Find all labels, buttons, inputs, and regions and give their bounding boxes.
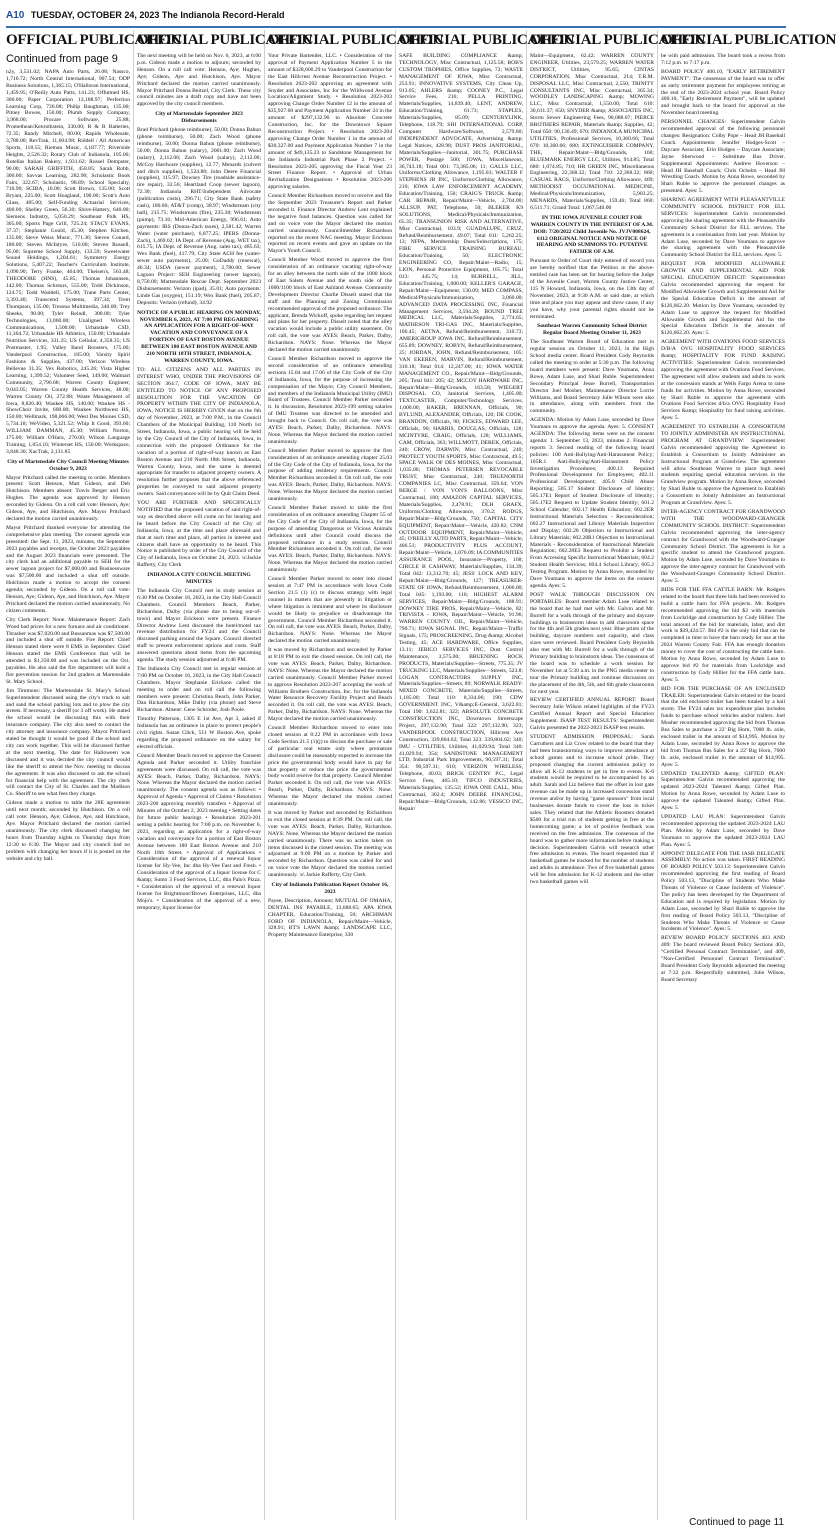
paragraph: SHARING AGREEMENT WITH PLEASANTVILLE COMMUNITY SCHOOL DISTRICT FOR ELL SERVICES: Superintendent Galvin recommended approving the sharing agreement with the Pleasantville Community School District for ELL services. The agreement is a continuation from last year. Motion by Adam Luse, seconded by Dave Youmans to approve the sharing agreement with the Pleasantville Community School District for ELL services. Ayes: 5. [661,197,785,259]
paragraph: The Indianola City Council met in study session at 6:30 PM on October 16, 2023, in the City Hall Council Chambers. Council Members Beach, Parker, Richardson, Dalby (via phone due to being out-of-town) and Mayor Erickson were present. Finance Director Andrew Lent discussed the hotel/motel tax revenue distribution for FY24 and the Council discussed parking around the Square. Council directed staff to present enforcement options and costs. Staff answered questions about items from the upcoming agenda. The study session adjourned at 6:46 PM. [137,587,261,664]
column-body [268,53,392,939]
column-3 [268,30,443,1520]
paragraph: INTER-AGENCY CONTRACT FOR GRANDWOOD WITH THE WOODWARD-GRANGER COMMUNITY SCHOOL DISTRICT: Superintendent Galvin recommended approving the inter-agency contract for Grandwood with the Woodward-Granger Community School District. The agreement is for a specific student to attend the Grandwood program. Motion by Adam Luse, seconded by Dave Youmans to approve the inter-agency contract for Grandwood with the Woodward-Granger Community School District. Ayes: 5. [661,509,785,585]
paragraph: Maint—Equipment, 62.42; WARREN COUNTY ENGINEER, Utilities, 23,579.25; WARREN WATER DISTRICT, Utilities, 95.65; CINTAS CORPORATION, Misc Contractual, 214; T.R.M. DISPOSAL LLC, Misc Contractual, 2,550; TRINITY CONSULTANTS INC, Misc Contractual, 365.34; WOODLEY LANDSCAPING &amp; MOWING LLC, Misc Contractual, 1,550.00; Total 610: 30,611.37; 650; SNYDER &amp; ASSOCIATES INC, Storm Sewer Engineering Fees, 90,088.07; PIERCE BROTHERS REPAIR, Materials &amp; Supplies, 42; Total 650: 90,130.49; 670; INDIANOLA MUNICIPAL UTILITIES, Professional Services, 10,360.66; Total 670: 10,360.66; 680; EXTINGUISHER COMPANY, THE, Repair/Maint—Bldg/Grounds, 160; BLUEMARK ENERGY LLC, Utilities, 914.85; Total 680: 1,074.85; 710; HR GREEN INC, Miscellaneous Engineering, 22,368.32; Total 710: 22,368.32; 860; CASUAL RAGS, Uniforms/Clothing Allowance, 469; METHODIST OCCUPATIONAL MEDICINE, Medical/Physicals/Immunization, 5,903.25; MENARDS, Materials/Supplies, 159.46; Total 860: 6,511.71; Grand Total: 1,067,540.00 [530,53,654,211]
paragraph: Council Member Richardson moved to approve the second consideration of an ordinance amending sections 15.04 and 17.06 of the City Code of the City of Indianola, Iowa, for the purpose of increasing the compensation of the Mayor, City Council Members, and members of the Indianola Municipal Utility (IMU) Board of Trustees. Council Member Parker seconded it. In discussion, Resolution 2023-199 setting salaries of IMU Trustees was directed to be amended and brought back to Council. On roll call, the vote was AYES: Beach, Parker, Dalby, Richardson. NAYS: None. Whereas the Mayor declared the motion carried unanimously. [268,355,392,445]
column-body [399,53,523,813]
section-heading: INDIANOLA CITY COUNCIL MEETING MINUTES [147,572,251,586]
paragraph: be with paid admission. The board took a recess from 7:12 p.m. to 7:17 p.m. [661,53,785,66]
paragraph: Council Member Beach moved to approve the Consent Agenda and Parker seconded it. Utility franchise agreements were discussed. On roll call, the vote was AYES: Beach, Parker, Dalby, Richardson. NAYS: None. Whereas the Mayor declared the motion carried unanimously. The consent agenda was as follows: • Approval of Agenda • Approval of Claims • Resolution 2023-200 approving monthly transfers • Approval of Minutes of the October 2, 2023 meeting • Setting dates for future public hearings • Resolution 2023-201 setting a public hearing for 7:00 p.m. on November 6, 2023, regarding an application for a right-of-way vacation and conveyance for a portion of East Boston Avenue between 180 East Boston Avenue and 210 North 18th Street. • Approval of Applications • Consideration of the approval of a renewal liquor license for Hy-Vee, Inc dba Hy-Vee Fast and Fresh. • Consideration of the approval of a liquor license for C &amp; Sumo 3 Food Services, LLC, dba Palo's Pizza. • Consideration of the approval of a renewal liquor license for Brightmoor/Brown Enterprises, LLC, dba Mojo's. • Consideration of the approval of a new, temporary, liquor license for [137,752,261,911]
column-heading: OFFICIAL PUBLICATION [530,32,705,48]
paragraph: It was moved by Parker and seconded by Richardson to exit the closed session at 8:39 PM. On roll call, the vote was AYES: Beach, Parker, Dalby, Richardson. NAYS: None. Whereas the Mayor declared the motion carried unanimously. There was no action taken on items discussed in the closed session. The meeting was adjourned at 9:00 PM on a motion by Parker and seconded by Richardson. Question was called for and on voice vote the Mayor declared the motion carried unanimously. \s\ Jackie Rafferty, City Clerk [268,809,392,879]
paragraph: TO: ALL CITIZENS AND ALL PARTIES IN INTEREST WHO, UNDER THE PROVISIONS OF SECTION 364.7, CODE OF IOWA, MAY BE ENTITLED TO NOTICE OF ANY PROPOSED RESOLUTION FOR THE VACATION OF PROPERTY WITHIN THE CITY OF INDIANOLA, IOWA, NOTICE IS HEREBY GIVEN that on the 6th day of November, 2023, at 7:00 P.M., in the Council Chambers of the Municipal Building, 110 North 1st Street, Indianola, Iowa, a public hearing will be held by the City Council of the City of Indianola, Iowa, in connection with the proposed Ordinance for the vacation of a portion of right-of-way known as East Boston Avenue and 210 North 18th Street, Indianola, Warren County, Iowa, and the same is deemed appropriate for transfer to adjacent property owners. A resolution further proposes that the above referenced properties be conveyed to said adjacent property owners. Said conveyances will be by Quit Claim Deed. [137,366,261,498]
column-heading: OFFICIAL PUBLICATION [661,32,836,48]
column-1 [6,30,181,1520]
paragraph: REVIEW BOARD POLICY SECTIONS 403 AND 409: The board reviewed Board Policy Sections 403, "Certified Personal Contract Termination", and 409, "Non-Certified Personnel Contract Termination". Board President Cody Reynolds adjourned the meeting at 7:32 p.m. Respectfully submitted, Julie Wilson, Board Secretary [661,935,785,983]
paragraph: It was moved by Richardson and seconded by Parker at 8:18 PM to exit the closed session. On roll call, the vote was AYES: Beach, Parker, Dalby, Richardson. NAYS: None. Whereas the Mayor declared the motion carried unanimously. Council Member Parker moved to approve Resolution 2023-207 accepting the work of Williams Brothers Construction, Inc. for the Indianola Water Resource Recovery Facility Project and Beach seconded it. On roll call, the vote was AYES: Beach, Parker, Dalby, Richardson. NAYS: None. Whereas the Mayor declared the motion carried unanimously. [268,647,392,723]
columns [6,30,836,1520]
continued-from-label: Continued from page 9 [6,53,118,65]
section-heading: City of Martensdale September 2023 Disbursements [155,111,243,125]
paragraph: Jim Timmons: The Martensdale St. Mary's School Superintendent discussed using the city's truck to salt and sand the school parking lots and to plow the city streets. If necessary, a sheriff (or 3 off work). He stated the school would be discussing this with their insurance company. The city also need to contact the city attorney and insurance company. Mayor Pritchard stated he thought it would be good if the school and city can work together. This will be discussed further at the next meeting. The date for Halloween was discussed and it was decided the city council would like the sheriff to attend the Nov. meeting to discuss the agreement. It was also discussed to ask the school for financial help with the agreement. The city clerk will contact the City of St. Charles and the Madison Co. Sheriff to see what fees they charge. [6,687,130,798]
paragraph: STUDENT ADMISSION PROPOSAL: Sarah Carruthers and Liz Crow related to the board that they had been brainstorming ways to improve attendance at school games and to increase school pride. They proposed changing the current admission policy to allow all K-12 students to get in free to events. K-6 students would be required to be accompanied by an adult. Sarah and Liz believe that the offset in lost gate revenue can be made up in increased concession stand revenue and/or by having "game sponsors" from local businesses donate funds to cover the loss in ticket sales. They related that the Athletic Boosters donated $500 for a trial run of students getting in free at the homecoming game; a lot of positive feedback was received on the free admission. The consensus of the board was to gather more information before making a decision. Superintendent Galvin will research other free admission to events. The board requested that if basketball games be tracked for the number of students and adults in attendance. Two of five basketball games will be free admission for K-12 students and the other two basketball games will [530,734,654,886]
paragraph: City Clerk Report: None. Maintenance Report: Zach Wood had prices for a new furnace and air conditioner. Thrasher was $7,020.00 and Bussanmas was $7,500.00 and included a shut off outside. Fire Report: Chief Henson stated there were 8 EMS in September. Chief Henson stated the EMS Conference that will be attended is $1,350.00 and was included on the Oct. payables. He also said the fire department will hold a fire prevention session for 2nd graders at Martensdale St. Mary School. [6,616,130,685]
paragraph: The Southeast Warren Board of Education met in regular session on October 11, 2023, in the High School media center. Board President Cody Reynolds called the meeting to order at 5:30 p.m. The following board members were present: Dave Youmans, Anna Rowe, Adam Luse, and Shari Ruble. Superintendent Secondary Principal Jesse Burrell, Transportation Director Joel Mosher, Maintenance Director Lorrie Williams, and Board Secretary Julie Wilson were also in attendance, along with members from the community. [530,339,654,415]
section-heading: NOTICE OF A PUBLIC HEARING ON MONDAY, NOVEMBER 6, 2023, AT 7:00 PM REGARDING AN APPLICATION FOR A RIGHT-OF-WAY VACATION AND CONVEYANCE OF A PORTION OF EAST BOSTON AVENUE BETWEEN 180 EAST BOSTON AVENUE AND 210 NORTH 18TH STREET, INDIANOLA, WARREN COUNTY, IOWA. [137,309,261,364]
column-body [530,53,654,886]
paragraph: POST WALK THROUGH DISCUSSION ON PORTABLES: Board member Adam Luse related to the board that he had met with Mr. Galvin and Mr. Burrell for a walk through of the primary and daycare buildings to brainstorm ideas to add classroom space for the 4th and 5th grades next year. Blue prints of the building, daycare numbers and capacity, and class sizes were reviewed. Board President Cody Reynolds also met with Mr. Burrell for a walk through of the Primary building to brainstorm ideas. The consensus of the board was to schedule a work session for November 1st at 5:30 a.m. in the PNG media center to tour the Primary building and continue discussion on the placement of the 4th, 5th, and 6th grade classrooms for next year. [530,591,654,695]
paragraph: Council Member Parker moved to table the first consideration of an ordinance amending Chapter 55 of the City Code of the City of Indianola, Iowa, for the purpose of amending Dangerous or Vicious Animals definitions until after Council could discuss the proposed ordinance in a study session. Council Member Richardson seconded it. On roll call, the vote was AYES: Beach, Parker, Dalby, Richardson. NAYS: None. Whereas the Mayor declared the motion carried unanimously. [268,505,392,574]
paragraph: Gideon made a motion to table the 28E agreement until next month; seconded by Hutchison. On a roll call vote: Henson, Aye; Gideon, Aye, and Hutchison, Aye. Mayor Pritchard declared the motion carried unanimously. The city clerk discussed changing her hours from Thursday nights to Thursday days from 12:30 to 6:30. The Mayor and city council had no problem with changing her hours if it is posted on the website and city hall. [6,800,130,862]
section-heading: City of Martensdale City Council Meeting Minutes October 9, 2023 [7,458,129,472]
paragraph: n2y, 3,531.02; NAPA Auto Parts, 26.08; Nassco, 1,710.72; North Central International, 907.54; ODP Business Solutions, 1,365.15; O'Halloran International, 1,459.95; O'Reilly Auto Parts, 141.23; Offutmed HS, 300.00; Paper Corporation 13,188.97; Perfection Learning Corp, 736.08; Philip Baughman, 135.00; Pitney Bowes, 150.00; Plumb Supply Company, 3,968.00; Procare Software, 25.88; Promethean/Kenrothstein, 330.00; R & R Batteries, 72.35; Randy Mitchell, 80.00; Rapids Wholesale, 3,788.00; RevTrak, 11,604.98; Riddell / All American Sports, 118.55; Rieman Music, 4,187.77; Riverside Heights, 2,526.32; Rotary Club of Indianola, 195.00; Rotellas Italian Bakery, 1,931.62; Russel Dempster, 90.00; SARAH GRIFFITH, 458.85; Sarah Robb, 300.00; Savvas Learning, 282.90; Scholastic Book Fairs, 322.67; Scholastic, 98.89; School Specialty, 710.90; SCIBA, 10.00; Scott Brown, 135.00; Scott Bryant, 225.00; Scott Hoagland, 190.00; Scott's Auto Glass, 485.00; Self-Funding Actuarial Services, 400.00; Shelley Green, 56.30; Shive-Hattery, 640.00; Siemens Industry, 5,050.29; Southeast Polk HS, 305.00; Sports Page Grill, 725.24; STACY EVANS, 37.37; Stephanie Gould, 45.30; Stephen Kitchen, 135.00; Steve Weiss Music, 771.36; Steven Conard, 180.00; Steven McIntyre, 510.00; Steven Russell, 95.00; Supreme School Supply, 133.59; Sweetwater Sound Holdings, 1,204.61; Symmetry Energy Solutions, 5,407.22; Teacher's Curriculum Institute, 1,090.90; Terry Franke, 464.00; Theisen's, 563.48; THEODORE (HNS), 45.85; Thomas Johannsen, 142.00; Thomas Schreurs, 555.00; Todd Dickinson, 124.75; Todd Waddell, 175.00; Trane Parts Center, 3,393.40; Transcend Systems, 397.34; Trent Thompson, 135.00; Tresona Multimedia, 340.00; Trey Sheeks, 90.00; Tyler Reindl, 300.00; Tyler Technologies, 13,060.00; Unaligned Wireless Communications, 1,500.00; Urbandale CSD, 11,364.72; Urbandale HS Athletics, 150.00; Urbandale Nutrition Services, 331.25; US Cellular, 4,358.35; US Postmaster, 1.95; Valley Band Boosters, 175.00; Vanderpool Construction, 185.00; Varsity Spirit Fashions & Supplies, 437.00; Verizon Wireless Bellevue 31.35; Vex Robotics, 245.26; Vista Higher Learning, 1,399.52; Volunteer Seed, 149.00; Walmart Community, 2,796.68; Warren County Engineer, 9,043.05; Warren County Health Services, 48.00; Warren County Oil, 272.88; Waste Management of Iowa, 8,826.40; Waukee HS, 140.00; Waukee HS - ShowChoir Invite, 600.00; Waukee Northwest HS, 150.00; Wellmark, 198,066.00; West Des Moines CSD, 5,734.18; WeVideo, 5,321.52; Whip It Good, 393.60; WILLIAM DAMMAN, 45.30; William Norton, 175.00; William O'Hara, 270.00; Wilson Language Training, 1,054.16; Winterset HS, 150.00; Workspace, 3,848.30; XacTrak, 2,131.85 [6,69,130,455]
paragraph: Council Member Parker moved to enter into closed session at 7:47 PM in accordance with Iowa Code Section 21.5 (1) (c) to discuss strategy with legal counsel in matters that are presently in litigation or where litigation is imminent and where its disclosure would be likely to prejudice or disadvantage the government. Council Member Richardson seconded it. On roll call, the vote was AYES: Beach, Parker, Dalby, Richardson. NAYS: None. Whereas the Mayor declared the motion carried unanimously. [268,576,392,645]
column-4 [399,30,574,1520]
section-heading: Southeast Warren Community School District Regular Board Meeting October 11, 2023 [537,323,647,337]
continued-to-label: Continued to page 11 [689,1517,784,1528]
column-6 [661,30,836,1520]
paragraph: Council Member Richardson moved to receive and file the September 2023 Treasurer's Report and Parker seconded it. Finance Director Andrew Lent explained the negative fund balances. Question was called for and on voice vote the Mayor declared the motion carried unanimously. Councilmember Richardson reported on the recent NAC meeting. Mayor Erickson reported on recent events and gave an update on the Mayor's Youth Council. [268,193,392,255]
paragraph: The next meeting will be held on Nov. 6, 2023, at 6:00 p.m. Gideon made a motion to adjourn; seconded by Henson. On a roll call vote: Henson, Aye; Hughes, Aye; Gideon, Aye and Hutchison, Aye. Mayor Pritchard declared the motion carried unanimously. Mayor Pritchard Donna Beitzel, City Clerk. These city council minutes are a draft copy and have not been approved by the city council members. [137,53,261,108]
paragraph: SAFE BUILDING COMPLIANCE &amp; TECHNOLOGY, Misc Contractual, 1,125.58; BOB'S CUSTOM TROPHIES, Office Supplies, 72; WASTE MANAGEMENT OF IOWA, Misc Contractual, 253.91; INNOVATIVE SYSTEMS, City Clean Up, 913.05; AHLERS &amp; COONEY P.C., Legal Service Fees, 216; PELLA PRINTING, Materials/Supplies, 14,839.40; LENT, ANDREW, Education/Training, 61.73; STAPLES, Materials/Supplies, 85.09; CENTURYLINK, Telephone, 118.79; SHI INTERNATIONAL CORP, Computer Hardware/Software, 2,579.80; INDEPENDENT ADVOCATE, Advertising &amp; Legal Notices, 428.98; DUST PROS JANITORIAL, Materials/Supplies—Janitorial, 301.75; PURCHASE POWER, Postage 500; IOWA, Miscellaneous, 36,743.18; Total 001: 73,385.06; 11; GALLS LLC, Uniforms/Clothing Allowance, 1,195.03; WALTER F STEPHENS JR INC, Uniforms/Clothing Allowance, 210; IOWA LAW ENFORCEMENT ACADEMY, Education/Training, 150; CRAIG'S TRUCK &amp; CAR REPAIR, Repair/Maint—Vehicle, 2,704.00; ALLSUP, PAT, Telephone, 50; BLEKER K9 SOLUTIONS, Medical/Physicals/Immunization, 65.35; TRANSUNION RISK AND ALTERNATIVE, Misc Contractual, 103.9; GUADALUPE, CRUZ, Refund/Reimbursement, 49.07; Total 011: 5,262.25; 13; NFPA, Membership Dues/Subscriptions, 175; FIRE SERVICE TRAINING BUREAU, Education/Training, 50; ELECTRONIC ENGINEERING CO, Repair/Maint—Radio, 15; LION, Personal Protective Equipment, 165.75; Total 013: 445.75; 14; BURRELL, JILL, Education/Training, 1,000.00; KELLER'S GARAGE, Repair/Maint—Equipment, 130.09; MED COMPASS, Medical/Physicals/Immunization, 3,060.00; ADVANCED DATA PROCESSING INC, Financial Management Services, 3,594.28; BOUND TREE MEDICAL LLC, Materials/Supplies, 2,774.65; MATHESON TRI-GAS INC, Materials/Supplies, 106.45; AETNA, Refund/Reimbursement, 310.73; AMERIGROUP IOWA INC, Refund/Reimbursement, 655.89; DOWNEY, ROBYN, Refund/Reimbursement, 25; JORDAN, JOHN, Refund/Reimbursement, 105; VAN EKEREN, MARVIN, Refund/Reimbursement, 310.18; Total 014: 12,247.00; 41; IOWA WATER MANAGEMENT CO., Repair/Maint—Bldg/Grounds, 205; Total 041: 205; 42; MCCOY HARDWARE INC, Repair/Maint—Bldg/Grounds, 163.58; WIEGERT DISPOSAL CO, Janitorial Services, 1,405.00; TEXTCASTER, Computer/Technology Services, 1,000.00; BAKER, BRENNAN, Officials, 90; BYLUND, ALEXANDER, Officials, 120; DE COOK, BRANDON, Officials, 90; FICKES, EDWARD LEE, Officials, 90; HARRIS, DOUGLAS, Officials, 128; MCINTYRE, CRAIG, Officials, 128; WILLIAMS, CAM, Officials, 363; WILLMOTT, DEREK, Officials, 240; CROW, DARWIN, Misc Contractual, 240; PROTECT YOUTH SPORTS, Misc Contractual, 49.5; SPACE WALK OF DES MOINES, Misc Contractual, 1,035.00; THOMAS PETERSEN REVOCABLE TRUST, Misc Contractual, 240; TRUENORTH COMPANIES LC, Misc Contractual, 359.64; VON BERGE / VON VON'S BALLOONS, Misc Contractual, 180; AMAZON CAPITAL SERVICES, Materials/Supplies, 2,478.91; DLH GRAFX, Uniforms/Clothing Allowance, 370.2; RODGS, Repair/Maint—Bldg/Grounds, 750; CAPITAL CITY EQUIPMENT, Repair/Maint—Vehicle, 420.82; CNM OUTDOOR EQUIPMENT, Repair/Maint—Vehicle, 45; O'REILLY AUTO PARTS, Repair/Maint—Vehicle, 406.51; PRODUCTIVITY PLUS ACCOUNT, Repair/Maint—Vehicle, 1,076.09; IA COMMUNITIES ASSURANCE POOL, Insurance—Property, 168; CIRCLE B CASHWAY, Materials/Supplies, 134.39; Total 042: 13,312.70; 45; JESS' LOCK AND KEY, Repair/Maint—Bldg/Grounds, 127; TREASURER-STATE OF IOWA, Refund/Reimbursement, 1,066.00; Total 045: 1,193.00; 110; HIGHEST ALARM SERVICES, Repair/Maint—Bldg/Grounds, 188.91; DOWNEY TIRE PROS, Repair/Maint—Vehicle, 82; TRIVISTA - IOWA, Repair/Maint—Vehicle, 91.96; WARREN COUNTY OIL, Repair/Maint—Vehicle, 790.71; IOWA SIGNAL INC, Repair/Maint—Traffic Signals, 175; PROSCREENING, Drug &amp; Alcohol Testing, 45; ACE HARDWARE, Office Supplies, 13.11; JERICO SERVICES INC, Dust Control Maintenance, 3,575.00; BRUENING ROCK PRODUCTS, Materials/Supplies—Streets, 775.35; JV TRUCKING LLC, Materials/Supplies—Streets, 523.8; LOGAN CONTRACTORS SUPPLY INC, Materials/Supplies—Streets, 89; NORWALK READY-MIXED CONCRETE, Materials/Supplies—Streets, 1,185.00; Total 110: 8,334.06; 190; CDW GOVERNMENT INC, V&amp;E-General, 3,622.81; Total 190: 3,622.81; 322; ABSOLUTE CONCRETE CONSTRUCTION INC, Downtown Streetscape Project, 297,132.90; Total 322: 297,132.90; 323; VANDERPOOL CONSTRUCTION, Hillcrest Ave Construction, 339,804.62; Total 323: 339,804.62; 340; IMU - UTILITIES, Utilities, 41,029.94; Total 340: 41,029.94; 354; SANDSTONE MANAGEMENT LTD, Industrial Park Improvements, 90,597.31; Total 354: 90,597.31; 610; VERIZON WIRELESS, Telephone, 40.03; BRICK GENTRY P.C., Legal Service Fees, 465.10; TIFCO INDUSTRIES, Materials/Supplies, 135.52; IOWA ONE CALL, Misc Contractual, 302.4; JOHN DEERE FINANCIAL, Repair/Maint—Bldg/Grounds, 142.86; VESSCO INC, Repair/ [399,53,523,812]
paragraph: Council Member Richardson moved to enter into closed session at 8:22 PM in accordance with Iowa Code Section 21.5 (1)(j) to discuss the purchase or sale of particular real estate only where premature disclosure could be reasonably expected to increase the price the governmental body would have to pay for that property or reduce the price the governmental body would receive for that property. Council Member Parker seconded it. On roll call, the vote was AYES: Beach, Parker, Dalby, Richardson. NAYS: None. Whereas the Mayor declared the motion carried unanimously. [268,725,392,808]
column-heading: OFFICIAL PUBLICATION [6,32,181,48]
paragraph: REQUEST FOR MODIFIED ALLOWABLE GROWTH AND SUPPLEMENTAL AID FOR SPECIAL EDUCATION DEFICIT: Superintendent Galvin recommended approving the request for Modified Allowable Growth and Supplemental Aid for the Special Education Deficit in the amount of $126,662.20. Motion by Dave Youmans, seconded by Adam Luse to approve the request for Modified Allowable Growth and Supplemental Aid for the Special Education Deficit in the amount of $126,662.20. Ayes: 5. [661,261,785,337]
section-heading: City of Indianola Publication Report October 16, 2023 [271,882,389,895]
column-body [6,69,130,862]
paragraph: Timothy Patterson, 1305 E 1st Ave, Apt 3, asked if Indianola has an ordinance in place to protect people's civil rights. Susan Glick, 511 W Boston Ave, spoke regarding the proposed ordinance on the salary for elected officials. [137,716,261,750]
paragraph: The Indianola City Council met in regular session at 7:00 PM on October 16, 2023, in the City Hall Council Chambers. Mayor Stephanie Erickson called the meeting to order and on roll call the following members were present: Christina Beach, John Parker, Dan Richardson, Mike Dalby (via phone) and Steve Richardson. Absent: Gene Schroder, Josh Poole. [137,665,261,714]
paragraph: REVIEW CERTIFIED ANNUAL REPORT: Board Secretary Julie Wilson related highlights of the FY23 Certified Annual Report and Special Education Supplement. ISASP TEST RESULTS: Superintendent Galvin presented the 2022-2023 ISASP test results. [530,697,654,732]
paragraph: BOARD POLICY 400.10, "EARLY RETIREMENT PAYMENT": The consensus of the board was to offer an early retirement payment for employees retiring at the end of the 2023-2024 school year. Board Policy 400.10, "Early Retirement Payment", will be updated and brought back to the board for approval at the November board meeting. [661,68,785,117]
section-heading: IN THE IOWA JUVENILE COURT FOR WARREN COUNTY IN THE INTEREST OF A.M. DOB: 7/20/2022 Child Juvenile No. JVJV008624, 6112 ORIGINAL NOTICE AND NOTICE OF HEARING AND SUMMONS TO: PUTATIVE FATHER OF A.M. [530,214,654,256]
paragraph: Mayor Pritchard called the meeting to order. Members present: Scott Henson, Matt Gideon, and Deb Hutchison. Members absent: Travis Berger and Eric Hughes. The agenda was approved by Henson seconded by Gideon. On a roll call vote: Henson, Aye; Gideon, Aye, and Hutchison, Aye. Mayor Pritchard declared the motion carried unanimously. [6,474,130,522]
column-5 [530,30,705,1520]
paragraph: UPDATED LAU PLAN: Superintendent Galvin recommended approving the updated 2023-2024 LAU Plan. Motion by Adam Luse, seconded by Dave Youmans to approve the updated 2023-2024 LAU Plan. Ayes: 5. [661,813,785,848]
paragraph: AGREEMENT WITH OVATIONS FOOD SERVICES D/B/A OVG HOSPITALITY FOOD SERVICES &amp; HOSPITALITY FOR FUND RAISING ACTIVITIES: Superintendent Galvin recommended approving the agreement with Ovations Food Services. The agreement will allow students and adults to work at the concession stands at Wells Fargo Arena to raise funds for activities. Motion by Anna Rowe, seconded by Shari Ruble to approve the agreement with Ovations Food Services d/b/a OVG Hospitality Food Services &amp; Hospitality for fund raising activities. Ayes: 5. [661,339,785,422]
column-2 [137,30,312,1520]
paragraph: Council Member Parker moved to approve the first consideration of an ordinance amending chapter 25.03 of the City Code of the City of Indianola, Iowa, for the purpose of adding residency requirements. Council Member Richardson seconded it. On roll call, the vote was AYES: Beach, Parker, Dalby, Richardson. NAYS: None. Whereas the Mayor declared the motion carried unanimously. [268,447,392,503]
paragraph: BIDS FOR THE FFA CATTLE BARN: Mr. Rodgers related to the board that three bids had been received to build a cattle barn for FFA projects. Mr. Rodgers recommended approving the bid $2 with materials from Lockridge and construction by Cody Hillier. The total amount of the bid for materials, labor, and dirt work is $39,424.57. Bid #2 is the only bid that can be completed in time to have the barn ready for use at the 2024 Warren County Fair. FFA has enough donation money to cover the cost of constructing the cattle barn. Motion by Anna Rowe, seconded by Adam Luse to approve bid #2 for materials from Lockridge and construction by Cody Hillier for the FFA cattle barn. Ayes: 5. [661,586,785,683]
paragraph: Mayor Pritchard thanked everyone for attending the comprehensive plan meeting. The consent agenda was presented: the Sept. 11, 2023, minutes, the September 2023 payables and receipts, the October 2023 payables and the August 2023 financials were presented. The city clerk had an additional payable to SEH for the sewer lagoon project for $7,000.00 and Businessware was $7,500.00 and included a shut off outside. Hutchison made a motion to accept the consent agenda; seconded by Gideon. On a roll call vote: Henson, Aye; Gideon, Aye, and Hutchison, Aye. Mayor Pritchard declared the motion carried unanimously. No citizen comments. [6,524,130,614]
column-heading: OFFICIAL PUBLICATION [268,32,443,48]
paragraph: AGREEMENT TO ESTABLISH A CONSORTIUM TO JOINTLY ADMINISTER AN INSTRUCTIONAL PROGRAM AT GRANDVIEW: Superintendent Galvin recommended approving the Agreement to Establish a Consortium to Jointly Administer an Instructional Program at Grandview. The agreement will allow Southeast Warren to place high need students requiring special education services in the Grandview program. Motion by Anna Rowe, seconded by Shari Ruble to approve the Agreement to Establish a Consortium to Jointly Administer an Instructional Program at Grandview. Ayes: 5. [661,424,785,507]
column-body [661,53,785,984]
paragraph: PERSONNEL CHANGES: Superintendent Galvin recommended approval of the following personnel changes: Resignation: Colby Pope – Head JH Baseball Coach. Appointments: Jennifer Hodges-Scott – Daycare Associate; Erin Hodges – Daycare Associate; Jayne Sherwood – Substitute Bus Driver. Supplemental Appointments: Andrew Hoverson – Head JH Baseball Coach; Chris Ochelm – Head JH Wrestling Coach. Motion by Anna Rowe, seconded by Shari Ruble to approve the personnel changes as presented. Ayes: 5. [661,119,785,195]
paragraph: YOU ARE FURTHER AND SPECIFICALLY NOTIFIED that the proposed vacation of said right-of-way as described above will come on for hearing and be heard before the City Council of the City of Indianola, Iowa, at the time and place aforesaid and that at such time and place, all parties in interest and citizens shall have an opportunity to be heard. This Notice is published by order of the City Council of the City of Indianola, Iowa on October 24, 2023. \s\Jackie Rafferty, City Clerk [137,500,261,569]
paragraph: Payee, Description, Amount; MUTUAL OF OMAHA, DENTAL INS PAYABLE, 13,688.65; APA IOWA CHAPTER, Education/Training, 50; ARCHIMAN FORD OF INDIANOLA, Repair/Maint—Vehicle, 328.91; BT'S LAWN &amp; LANDSCAPE LLC, Property Maintenance Enterprise, 330 [268,897,392,939]
paragraph: UPDATED TALENTED &amp; GIFTED PLAN: Superintendent Galvin recommended approving the updated 2023-2024 Talented &amp; Gifted Plan. Motion by Anna Rowe, seconded by Adam Luse to approve the updated Talented &amp; Gifted Plan. Ayes: 5. [661,770,785,812]
paragraph: AGENDA: Motion by Adam Luse, seconded by Dave Youmans to approve the agenda. Ayes: 5. CONSENT AGENDA: The following items were on the consent agenda: 1. September 13, 2023, minutes 2. Financial reports 3. Second reading of the following board policies: 100 Anti-Bullying/Anti-Harassment Policy; 105R.1 Anti-Bullying/Anti-Harassment Policy Investigation Procedures; 400.13 Required Professional Development for Employees; 402.11 Professional Development; 405.8 Child Abuse Reporting; 505.17 Student Disclosure of Identity; 505.17E1 Report of Student Disclosure of Identity; 505.17E2 Request to Update Student Identity; 601.2 School Calendar; 602.17 Health Education; 602.2ER Instructional Materials Selection - Reconsideration; 602.27 Instructional and Library Materials Inspection and Display; 602.28 Objection to Instructional and Library Materials; 602.28R1 Objection to Instructional Materials - Reconsideration of Instructional Materials Regulation; 602.28E3 Request to Prohibit a Student From Accessing Specific Instructional Materials; 604.2 Student Health Services; 604.4 School Library; 605.2 Testing Program. Motion by Anna Rowe, seconded by Dave Youmans to approve the items on the consent agenda. Ayes: 5. [530,417,654,589]
column-body [137,53,261,912]
paragraph: Council Member Wood moved to approve the first consideration of an ordinance vacating right-of-way for an alley between the north side of the 1000 block of East Salem Avenue and the south side of the 1000/1100 block of East Ashland Avenue. Community Development Director Charlie Disselt stated that the staff and the Planning and Zoning Commission recommended approval of the proposed ordinance. The applicant, Brenda Wickoff, spoke regarding her request and plans for her property. Disselt noted that the alley vacation would include a public utility easement. On roll call, the vote was AYES: Beach, Parker, Dalby, Richardson. NAYS: None. Whereas the Mayor declared the motion carried unanimously. [268,257,392,354]
column-heading: OFFICIAL PUBLICATION [137,32,312,48]
masthead [6,4,786,28]
paragraph: Brad Prichard (phone reimburse), 50.00; Donna Bahun (phone reimburse), 50.00; Zach Wood (phone reimburse), 50.00; Donna Bahun (phone reimburse), 50.00; Donna Bahun (salary), 2001.00; Zach Wood (salary), 2,112.06; Zach Wood (salary), 2,112.06; McCoy Hardware (supplies), 12.77; Menards (culvert and ditch supplies), 1,524.88; John Deere Financial (supplies), 115.97; Downey Tire (roadside assistance-tire repair), 32.56; Heartland Coop (sewer lagoon), 72.30; Indianola RHT/Independent Advocate (publication costs), 296.71; City State Bank (safety cash), 100.00; AT&T (comp), 38.97; Windstream (city hall), 215.75; Windstream (fire), 235.38; Windstream (pump), 73.16; Mid-American Energy, 996.61; Auto payments: IRS (Donna-Zach taxes), 2,581.42; Warren Water (water purchase), 6,877.25; IPERS (Donna-Zach), 1,469.02; IA Dept. of Revenue (Aug. WET tax), 615.75; IA Dept. of Revenue (Aug. sales tax), 485.63; Wex Bank (fuel), 417.79; City State ACH fee (water-sewer auto payments), 25.00; GoDaddy (renewal), 46.34; USDA (sewer payment), 2,780.00; Sewer Lagoon Project: SEH Engineering (sewer lagoon), 8,750.00; Martensdale Rescue Dept. September 2023 Disbursements: Verizon (ipad), 35.01; Auto payments: Linde Gas (oxygen), 151.19; Wex Bank (fuel), 205.87; Deposits: Verizon (refund), 34.92 [137,127,261,306]
paragraph: BID FOR THE PURCHASE OF AN ENCLOSED TRAILER: Superintendent Galvin related to the board that the old enclosed trailer has been totaled by a hail storm. The FY24 sales tax expenditure plan includes funds to purchase school vehicles and/or trailers. Joel Mosher recommended approving the bid from Thomas Bus Sales to purchase a 22' Big Horn, 7000 lb. axle, enclosed trailer in the amount of $14,995. Motion by Adam Luse, seconded by Anna Rowe to approve the bid from Thomas Bus Sales for a 22' Big Horn, 7000 lb. axle, enclosed trailer in the amount of $14,995. Ayes: 5. [661,685,785,768]
masthead-text: TUESDAY, OCTOBER 24, 2023 The Indianola Record-Herald [30,10,285,20]
paragraph: Your Private Bartender, LLC. • Consideration of the approval of Payment Application Number 5 in the amount of $328,600.29 to Vanderpool Construction for the East Hillcrest Avenue Reconstruction Project. • Resolution 2023-202 approving an agreement with Snyder and Associates, Inc for the Wildwood Avenue Location/Alignment Study. • Resolution 2023-203 approving Change Order Number 12 in the amount of $35,927.60 and Payment Application Number 24 in the amount of $297,132.90 to Absolute Concrete Construction, Inc. for the Downtown Square Reconstruction Project. • Resolution 2023-204 approving Change Order Number 1 in the amount of $30,327.00 and Payment Application Number 7 in the amount of $49,135.23 to Sandstone Management for the Indianola Industrial Park Phase 2 Project. • Resolution 2023-205 approving the Fiscal Year 23 Street Finance Report. • Approval of Urban Revitalization Designations • Resolution 2023-206 approving salaries. [268,53,392,191]
page-number: A10 [6,10,25,21]
paragraph: Pursuant to Order of Court duly entered of record you are hereby notified that the Petition in the above-entitled case has been set for hearing before the Judge of the Juvenile Court, Warren County Justice Center, 115 N Howard, Indianola, Iowa, on the 13th day of November, 2023, at 9:30 A.M. or said date, at which time and place you may appear and show cause, if any you have, why your parental rights should not be terminated. [530,258,654,320]
column-heading: OFFICIAL PUBLICATION [399,32,574,48]
paragraph: APPOINT DELEGATE FOR THE IASB DELEGATE ASSEMBLY: No action was taken. FIRST READING OF BOARD POLICY 503.13: Superintendent Galvin recommended approving the first reading of Board Policy 503.13, "Discipline of Students Who Make Threats of Violence or Cause Incidents of Violence". The policy has been developed by the Department of Education and is required by legislation. Motion by Adam Luse, seconded by Shari Ruble to approve the first reading of Board Policy 503.13, "Discipline of Students Who Make Threats of Violence or Cause Incidents of Violence". Ayes: 5. [661,850,785,933]
